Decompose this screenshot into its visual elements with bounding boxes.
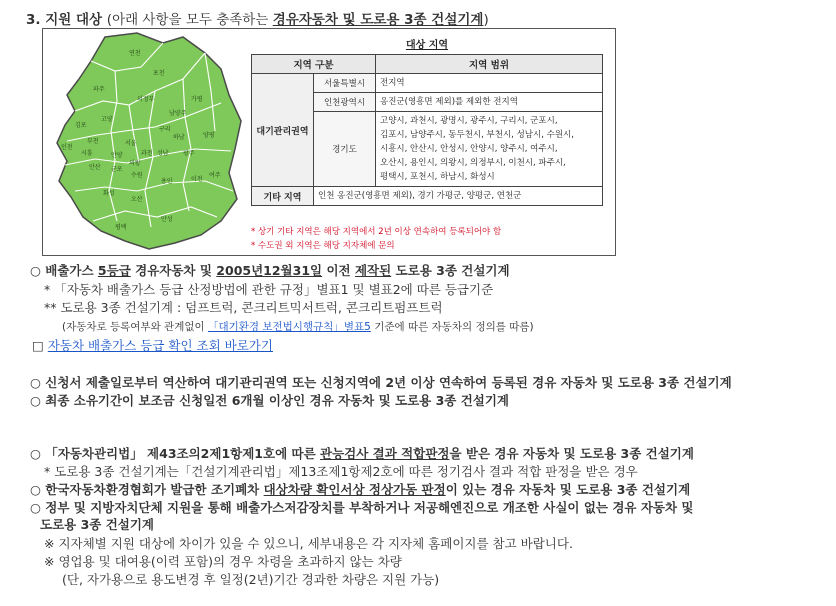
periodic-inspection-note: * 도로용 3종 건설기계는「건설기계관리법」제13조제1항제2호에 따른 정기검사 결과 적합 판정을 받은 경우 — [44, 464, 638, 479]
map-label: 군포 — [111, 166, 123, 173]
map-label: 안성 — [161, 216, 173, 223]
criterion-registration-period: ○ 신청서 제출일로부터 역산하여 대기관리권역 또는 신청지역에 2년 이상 연속하여 등록된 경유 자동차 및 도로용 3종 건설기계 — [30, 375, 732, 390]
map-label: 고양 — [101, 116, 113, 123]
map-label: 화성 — [103, 190, 115, 197]
map-label: 연천 — [129, 50, 141, 57]
sub-gyeonggi: 경기도 — [314, 112, 376, 187]
value-other: 인천 옹진군(영흥면 제외), 경기 가평군, 양평군, 연천군 — [314, 187, 603, 206]
criterion-emission-grade: ○ 배출가스 5등급 경유자동차 및 2005년12월31일 이전 제작된 도로용 3종 건설기계 — [30, 263, 510, 278]
sub-seoul: 서울특별시 — [314, 74, 376, 93]
map-label: 안산 — [89, 164, 101, 171]
air-quality-rule-link[interactable]: 「대기환경 보전법시행규칙」별표5 — [207, 321, 371, 333]
category-air-management: 대기관리권역 — [252, 74, 314, 187]
category-other: 기타 지역 — [252, 187, 314, 206]
usage-change-note: (단, 자가용으로 용도변경 후 일정(2년)기간 경과한 차량은 지원 가능) — [62, 572, 440, 587]
grade-standard-note: * 「자동차 배출가스 등급 산정방법에 관한 규정」별표1 및 별표2에 따른 등급기준 — [44, 282, 494, 297]
emission-grade-lookup-link[interactable]: 자동차 배출가스 등급 확인 조회 바로가기 — [47, 338, 273, 353]
map-label: 이천 — [191, 176, 203, 183]
criterion-inspection: ○ 「자동차관리법」 제43조의2제1항제1호에 따른 관능검사 결과 적합판정을 받은 경유 자동차 및 도로용 3종 건설기계 — [30, 446, 694, 461]
map-label: 포천 — [153, 70, 165, 77]
criterion-no-retrofit: ○ 정부 및 지방자치단체 지원을 통해 배출가스저감장치를 부착하거나 저공해엔진으로 개조한 사실이 없는 경유 자동차 및 — [30, 500, 694, 515]
grade-lookup-row — [32, 337, 273, 354]
map-label: 양평 — [203, 132, 215, 139]
section-heading — [26, 8, 489, 28]
checkbox-square-icon: □ — [32, 338, 44, 353]
header-region-type: 지역 구분 — [252, 55, 376, 74]
table-row — [252, 187, 603, 206]
section-condition: (아래 사항을 모두 충족하는 경유자동차 및 도로용 3종 건설기계) — [106, 12, 489, 28]
map-label: 안양 — [111, 152, 123, 159]
map-label: 인천 — [61, 144, 73, 151]
value-gyeonggi: 고양시, 과천시, 광명시, 광주시, 구리시, 군포시, 김포시, 남양주시, 동두천시, 부천시, 성남시, 수원시, 시흥시, 안산시, 안성시, 안양시, 양주시, 여주시, 오산시, 용인시, 의왕시, 의정부시, 이천시, 파주시, 평택시, 포천시, 하남시, 화성시 — [376, 112, 603, 187]
criterion-ownership-period: ○ 최종 소유기간이 보조금 신청일전 6개월 이상인 경유 자동차 및 도로용 3종 건설기계 — [30, 393, 510, 408]
map-label: 남양주 — [169, 110, 187, 117]
target-region-table — [251, 33, 603, 206]
table-row — [252, 74, 603, 93]
map-label: 과천 — [141, 150, 153, 157]
map-label: 의왕 — [129, 160, 141, 167]
criterion-no-retrofit-cont: 도로용 3종 건설기계 — [40, 517, 155, 532]
map-label: 하남 — [173, 134, 185, 141]
target-region-panel — [42, 28, 616, 256]
criterion-normal-operation: ○ 한국자동차환경협회가 발급한 조기폐차 대상차량 확인서상 정상가동 판정이 있는 경유 자동차 및 도로용 3종 건설기계 — [30, 482, 691, 497]
local-gov-note: ※ 지자체별 지원 대상에 차이가 있을 수 있으니, 세부내용은 각 지자체 홈페이지를 참고 바랍니다. — [44, 536, 573, 551]
header-region-scope: 지역 범위 — [376, 55, 603, 74]
table-note-1: * 상기 기타 지역은 해당 지역에서 2년 이상 연속하여 등록되어야 함 — [251, 227, 502, 237]
map-label: 가평 — [191, 96, 203, 103]
table-caption: 대상 지역 — [405, 40, 449, 51]
value-seoul: 전지역 — [376, 74, 603, 93]
value-incheon: 옹진군(영흥면 제외)를 제외한 전지역 — [376, 93, 603, 112]
map-label: 부천 — [87, 138, 99, 145]
table-header-row — [252, 55, 603, 74]
map-label: 구리 — [159, 126, 171, 133]
commercial-vehicle-note: ※ 영업용 및 대여용(이력 포함)의 경우 차령을 초과하지 않는 차량 — [44, 554, 402, 569]
map-label: 서울 — [125, 140, 137, 147]
map-label: 용인 — [161, 178, 173, 185]
map-label: 평택 — [115, 224, 127, 231]
vehicle-definition-note: (자동차로 등록여부와 관계없이 「대기환경 보전법시행규칙」별표5 기준에 따른 자동차의 정의를 따름) — [62, 321, 534, 333]
map-label: 파주 — [93, 86, 105, 93]
map-label: 수원 — [131, 172, 143, 179]
map-label: 김포 — [75, 122, 87, 129]
map-label: 성남 — [157, 150, 169, 157]
section-number: 3. 지원 대상 — [26, 12, 103, 28]
map-label: 광주 — [183, 150, 195, 157]
construction-machinery-note: ** 도로용 3종 건설기계 : 덤프트럭, 콘크리트믹서트럭, 콘크리트펌프트럭 — [44, 300, 443, 315]
map-label: 의정부 — [137, 96, 155, 103]
map-label: 여주 — [209, 172, 221, 179]
table-note-2: * 수도권 외 지역은 해당 지자체에 문의 — [251, 241, 395, 251]
map-label: 오산 — [131, 196, 143, 203]
map-label: 시흥 — [81, 150, 93, 157]
gyeonggi-map-image — [45, 31, 245, 253]
sub-incheon: 인천광역시 — [314, 93, 376, 112]
